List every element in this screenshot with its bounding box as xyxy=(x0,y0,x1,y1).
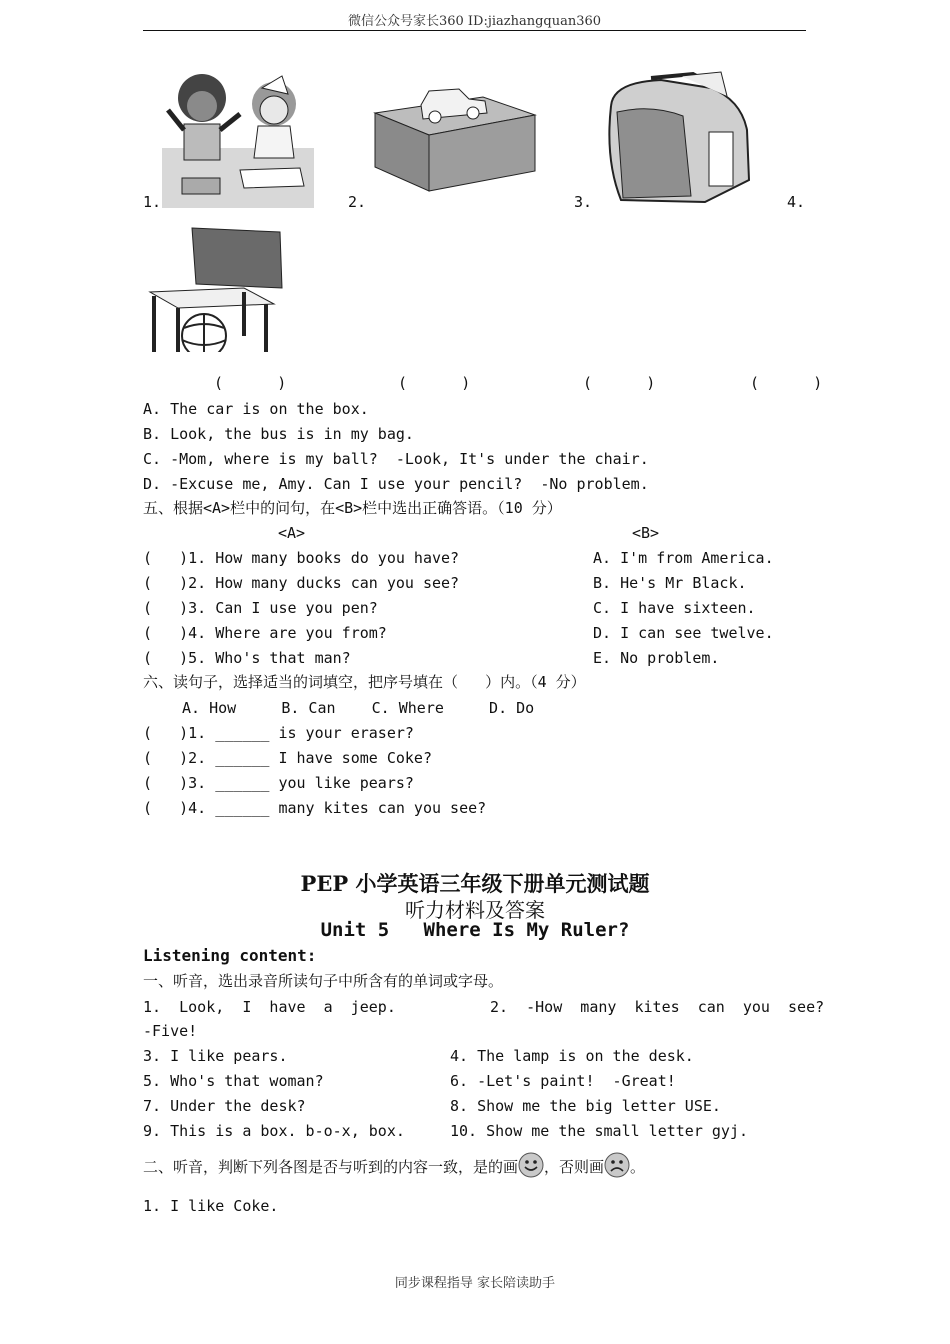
part2-heading xyxy=(143,1152,645,1180)
picture-number-2: 2. xyxy=(348,193,367,211)
part2-item-1: 1. I like Coke. xyxy=(143,1197,279,1215)
section6-item-4: ( )4. ______ many kites can you see? xyxy=(143,799,487,817)
picture-school-bag xyxy=(601,70,751,210)
page-header: 微信公众号家长360 ID:jiazhangquan360 xyxy=(347,14,602,29)
part1-item-2-cont: -Five! xyxy=(143,1022,198,1040)
section6-choices: A. How B. Can C. Where D. Do xyxy=(182,699,535,717)
section5-question-3: ( )3. Can I use you pen? xyxy=(143,599,378,617)
section6-item-1: ( )1. ______ is your eraser? xyxy=(143,724,414,742)
part1-item-3: 3. I like pears. xyxy=(143,1047,288,1065)
section6-heading: 六、读句子，选择适当的词填空，把序号填在（ ）内。（4 分） xyxy=(143,673,586,691)
section5-question-5: ( )5. Who's that man? xyxy=(143,649,351,667)
section5-question-2: ( )2. How many ducks can you see? xyxy=(143,574,460,592)
picture-chair-with-ball xyxy=(148,224,284,352)
part2-heading-text-b: ，否则画 xyxy=(544,1158,605,1176)
section5-question-4: ( )4. Where are you from? xyxy=(143,624,387,642)
part1-item-4: 4. The lamp is on the desk. xyxy=(450,1047,694,1065)
answer-blank-1[interactable]: ( ) xyxy=(214,374,287,392)
part1-heading: 一、听音，选出录音所读句子中所含有的单词或字母。 xyxy=(143,972,504,990)
smiley-face-icon xyxy=(518,1152,544,1178)
section4-option-c: C. -Mom, where is my ball? -Look, It's under the chair. xyxy=(143,450,649,468)
part1-item-1: 1. Look, I have a jeep. xyxy=(143,998,396,1016)
answer-blank-2[interactable]: ( ) xyxy=(398,374,471,392)
answers-title: PEP 小学英语三年级下册单元测试题 xyxy=(300,871,650,896)
section5-answer-a: A. I'm from America. xyxy=(593,549,774,567)
answer-blank-4[interactable]: ( ) xyxy=(750,374,823,392)
header-rule xyxy=(143,30,806,31)
part2-heading-text-c: 。 xyxy=(630,1158,646,1176)
part1-item-7: 7. Under the desk? xyxy=(143,1097,306,1115)
part1-item-6: 6. -Let's paint! -Great! xyxy=(450,1072,676,1090)
listening-label: Listening content: xyxy=(143,946,317,965)
column-b-label: <B> xyxy=(632,524,660,542)
part1-item-2: 2. -How many kites can you see? xyxy=(490,998,825,1016)
column-a-label: <A> xyxy=(278,524,306,542)
section6-item-3: ( )3. ______ you like pears? xyxy=(143,774,414,792)
picture-car-on-box xyxy=(373,83,537,193)
section4-option-a: A. The car is on the box. xyxy=(143,400,369,418)
page-footer: 同步课程指导 家长陪读助手 xyxy=(394,1276,556,1291)
unit-heading: Unit 5 Where Is My Ruler? xyxy=(320,919,630,941)
section4-option-b: B. Look, the bus is in my bag. xyxy=(143,425,414,443)
section5-answer-e: E. No problem. xyxy=(593,649,720,667)
picture-number-4: 4. xyxy=(787,193,806,211)
part1-item-8: 8. Show me the big letter USE. xyxy=(450,1097,721,1115)
section5-heading: 五、根据<A>栏中的问句，在<B>栏中选出正确答语。（10 分） xyxy=(143,499,562,517)
part1-item-5: 5. Who's that woman? xyxy=(143,1072,324,1090)
section5-answer-c: C. I have sixteen. xyxy=(593,599,756,617)
part1-item-10: 10. Show me the small letter gyj. xyxy=(450,1122,749,1140)
section4-option-d: D. -Excuse me, Amy. Can I use your pencil? -No problem. xyxy=(143,475,649,493)
part2-heading-text-a: 二、听音，判断下列各图是否与听到的内容一致，是的画 xyxy=(143,1158,519,1176)
section5-answer-b: B. He's Mr Black. xyxy=(593,574,747,592)
sad-face-icon xyxy=(604,1152,630,1178)
answers-subtitle: 听力材料及答案 xyxy=(405,898,545,922)
section6-item-2: ( )2. ______ I have some Coke? xyxy=(143,749,432,767)
answer-blank-3[interactable]: ( ) xyxy=(583,374,656,392)
part1-item-9: 9. This is a box. b-o-x, box. xyxy=(143,1122,405,1140)
section5-question-1: ( )1. How many books do you have? xyxy=(143,549,460,567)
picture-number-1: 1. xyxy=(143,193,162,211)
picture-children-illustration xyxy=(162,70,314,208)
picture-number-3: 3. xyxy=(574,193,593,211)
section5-answer-d: D. I can see twelve. xyxy=(593,624,774,642)
